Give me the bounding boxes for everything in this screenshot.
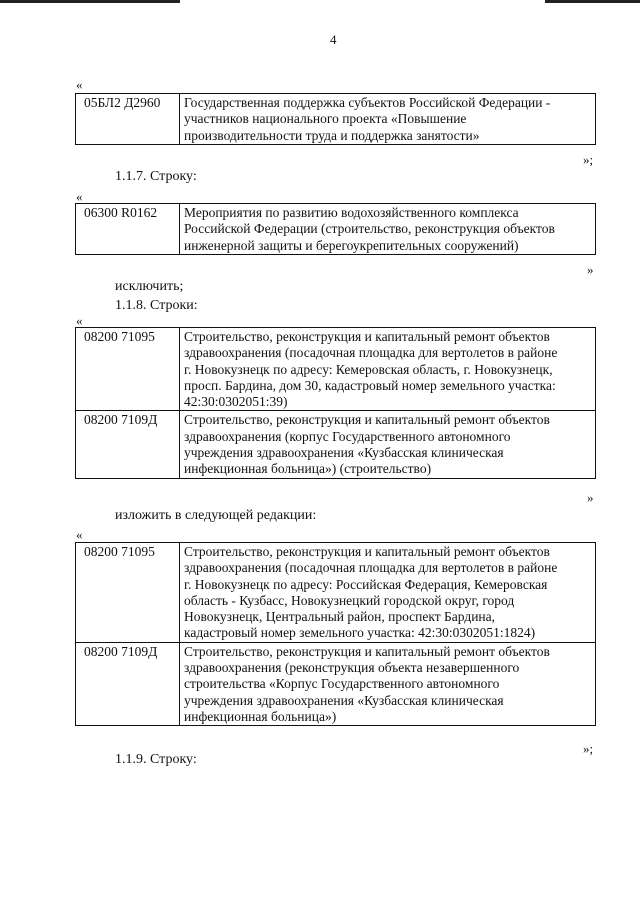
budget-code-cell: 05БЛ2 Д2960: [76, 94, 180, 145]
table-4: [75, 542, 596, 726]
description-line: Мероприятия по развитию водохозяйственного комплекса: [184, 205, 519, 220]
table-row: [76, 543, 596, 643]
budget-code-cell: 08200 71095: [76, 543, 180, 643]
item-1-1-8: 1.1.8. Строки:: [115, 298, 198, 313]
description-line: здравоохранения (посадочная площадка для вертолетов в районе: [184, 345, 558, 361]
item-1-1-9: 1.1.9. Строку:: [115, 752, 197, 767]
description-cell: [180, 543, 596, 643]
description-line: Строительство, реконструкция и капитальный ремонт объектов: [184, 544, 550, 559]
page-number: 4: [330, 32, 337, 47]
description-line: просп. Бардина, дом 30, кадастровый номер земельного участка:: [184, 377, 556, 393]
open-quote: «: [76, 313, 83, 328]
description-line: здравоохранения (корпус Государственного автономного: [184, 428, 511, 444]
open-quote: «: [76, 189, 83, 204]
close-quote: »: [587, 262, 594, 277]
description-line: кадастровый номер земельного участка: 42:30:0302051:1824): [184, 625, 536, 641]
description-line: здравоохранения (посадочная площадка для вертолетов в районе: [184, 560, 558, 576]
top-edge-line-right: [545, 0, 640, 3]
table-row: [76, 94, 596, 145]
description-line: Новокузнецк, Центральный район, проспект Бардина,: [184, 609, 496, 625]
description-line: здравоохранения (реконструкция объекта незавершенного: [184, 660, 520, 676]
table-row: [76, 328, 596, 411]
description-line: Государственная поддержка субъектов Российской Федерации -: [184, 95, 551, 110]
description-line: инженерной защиты и берегоукрепительных сооружений): [184, 237, 519, 253]
budget-code-cell: 08200 7109Д: [76, 642, 180, 725]
open-quote: «: [76, 77, 83, 92]
budget-code-cell: 06300 R0162: [76, 204, 180, 255]
description-line: инфекционная больница»): [184, 708, 337, 724]
description-line: участников национального проекта «Повышение: [184, 111, 467, 127]
description-line: учреждения здравоохранения «Кузбасская клиническая: [184, 692, 504, 708]
budget-code-cell: 08200 71095: [76, 328, 180, 411]
description-cell: [180, 328, 596, 411]
description-line: учреждения здравоохранения «Кузбасская клиническая: [184, 445, 504, 461]
description-line: Строительство, реконструкция и капитальный ремонт объектов: [184, 412, 550, 428]
description-cell: [180, 94, 596, 145]
description-line: г. Новокузнецк по адресу: Российская Федерация, Кемеровская: [184, 576, 548, 592]
item-1-1-7: 1.1.7. Строку:: [115, 169, 197, 184]
description-line: инфекционная больница») (строительство): [184, 461, 432, 477]
description-line: 42:30:0302051:39): [184, 394, 288, 410]
table-row: [76, 642, 596, 725]
table-2: [75, 203, 596, 255]
exclude-text: исключить;: [115, 279, 184, 294]
table-row: [76, 411, 596, 478]
restate-text: изложить в следующей редакции:: [115, 508, 317, 523]
close-quote: »;: [583, 741, 594, 756]
description-line: строительства «Корпус Государственного автономного: [184, 676, 500, 692]
close-quote: »;: [583, 152, 594, 167]
description-line: производительности труда и поддержка занятости»: [184, 127, 480, 143]
budget-code-cell: 08200 7109Д: [76, 411, 180, 478]
open-quote: «: [76, 527, 83, 542]
description-line: г. Новокузнецк по адресу: Кемеровская область, г. Новокузнецк,: [184, 361, 553, 377]
description-cell: [180, 204, 596, 255]
description-cell: [180, 411, 596, 478]
table-row: [76, 204, 596, 255]
top-edge-line-left: [0, 0, 180, 3]
description-line: область - Кузбасс, Новокузнецкий городской округ, город: [184, 592, 515, 608]
description-line: Строительство, реконструкция и капитальный ремонт объектов: [184, 329, 550, 344]
description-line: Строительство, реконструкция и капитальный ремонт объектов: [184, 643, 550, 659]
description-cell: [180, 642, 596, 725]
table-1: [75, 93, 596, 145]
description-line: Российской Федерации (строительство, реконструкция объектов: [184, 221, 555, 237]
close-quote: »: [587, 490, 594, 505]
table-3: [75, 327, 596, 479]
